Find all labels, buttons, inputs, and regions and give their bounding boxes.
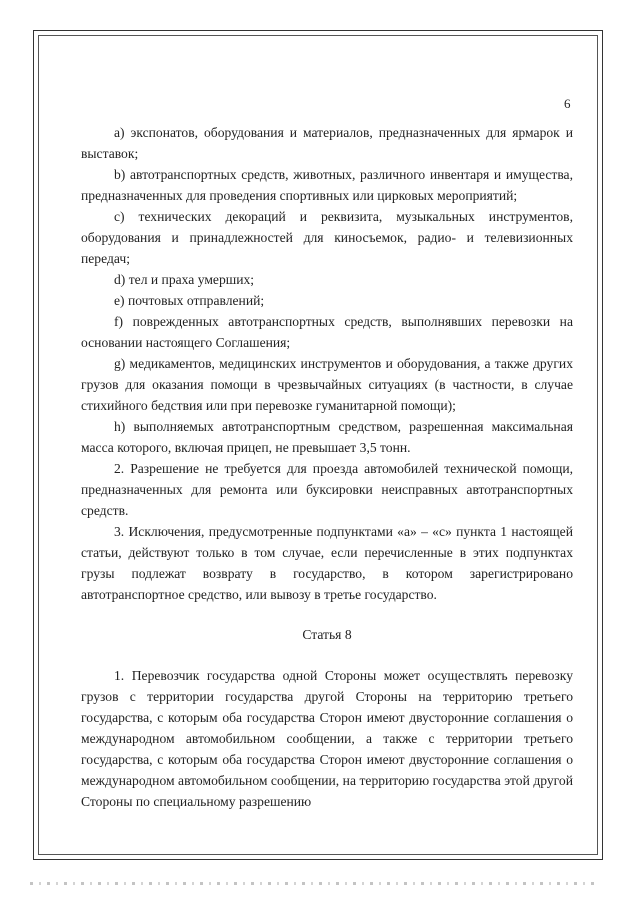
scan-noise-strip xyxy=(30,882,600,885)
list-item-g: g) медикаментов, медицинских инструментов и оборудования, а также других грузов для оказания помощи в чрезвычайных ситуациях (в частности, в случае стихийного бедствия или при перевозке гуманитарной помощи); xyxy=(81,356,573,413)
article-heading: Статья 8 xyxy=(302,627,352,642)
paragraph-2: 2. Разрешение не требуется для проезда автомобилей технической помощи, предназначенных для ремонта или буксировки неисправных автотранспортных средств. xyxy=(81,461,573,518)
document-body xyxy=(81,122,573,812)
paragraph-3: 3. Исключения, предусмотренные подпунктами «a» – «c» пункта 1 настоящей статьи, действуют только в том случае, если перечисленные в этих подпунктах грузы подлежат возврату в государство, в котором зарегистрировано автотранспортное средство, или вывозу в третье государство. xyxy=(81,524,573,602)
list-item-c: c) технических декораций и реквизита, музыкальных инструментов, оборудования и принадлежностей для киносъемок, радио- и телевизионных передач; xyxy=(81,209,573,266)
list-item-d: d) тел и праха умерших; xyxy=(114,272,255,287)
list-item-a: a) экспонатов, оборудования и материалов, предназначенных для ярмарок и выставок; xyxy=(81,125,573,161)
list-item-h: h) выполняемых автотранспортным средством, разрешенная максимальная масса которого, включая прицеп, не превышает 3,5 тонн. xyxy=(81,419,573,455)
list-item-f: f) поврежденных автотранспортных средств, выполнявших перевозки на основании настоящего Соглашения; xyxy=(81,314,573,350)
list-item-e: e) почтовых отправлений; xyxy=(114,293,265,308)
article-paragraph-1: 1. Перевозчик государства одной Стороны может осуществлять перевозку грузов с территории государства другой Стороны на территорию третьего государства, с которым оба государства Сторон имеют двусторонние соглашения о международном автомобильном сообщении, а также с территории третьего государства, с которым оба государства Сторон имеют двусторонние соглашения о международном автомобильном сообщении, на территорию государства этой другой Стороны по специальному разрешению xyxy=(81,668,573,809)
page-number: 6 xyxy=(564,96,571,111)
list-item-b: b) автотранспортных средств, животных, различного инвентаря и имущества, предназначенных для проведения спортивных или цирковых мероприятий; xyxy=(81,167,573,203)
